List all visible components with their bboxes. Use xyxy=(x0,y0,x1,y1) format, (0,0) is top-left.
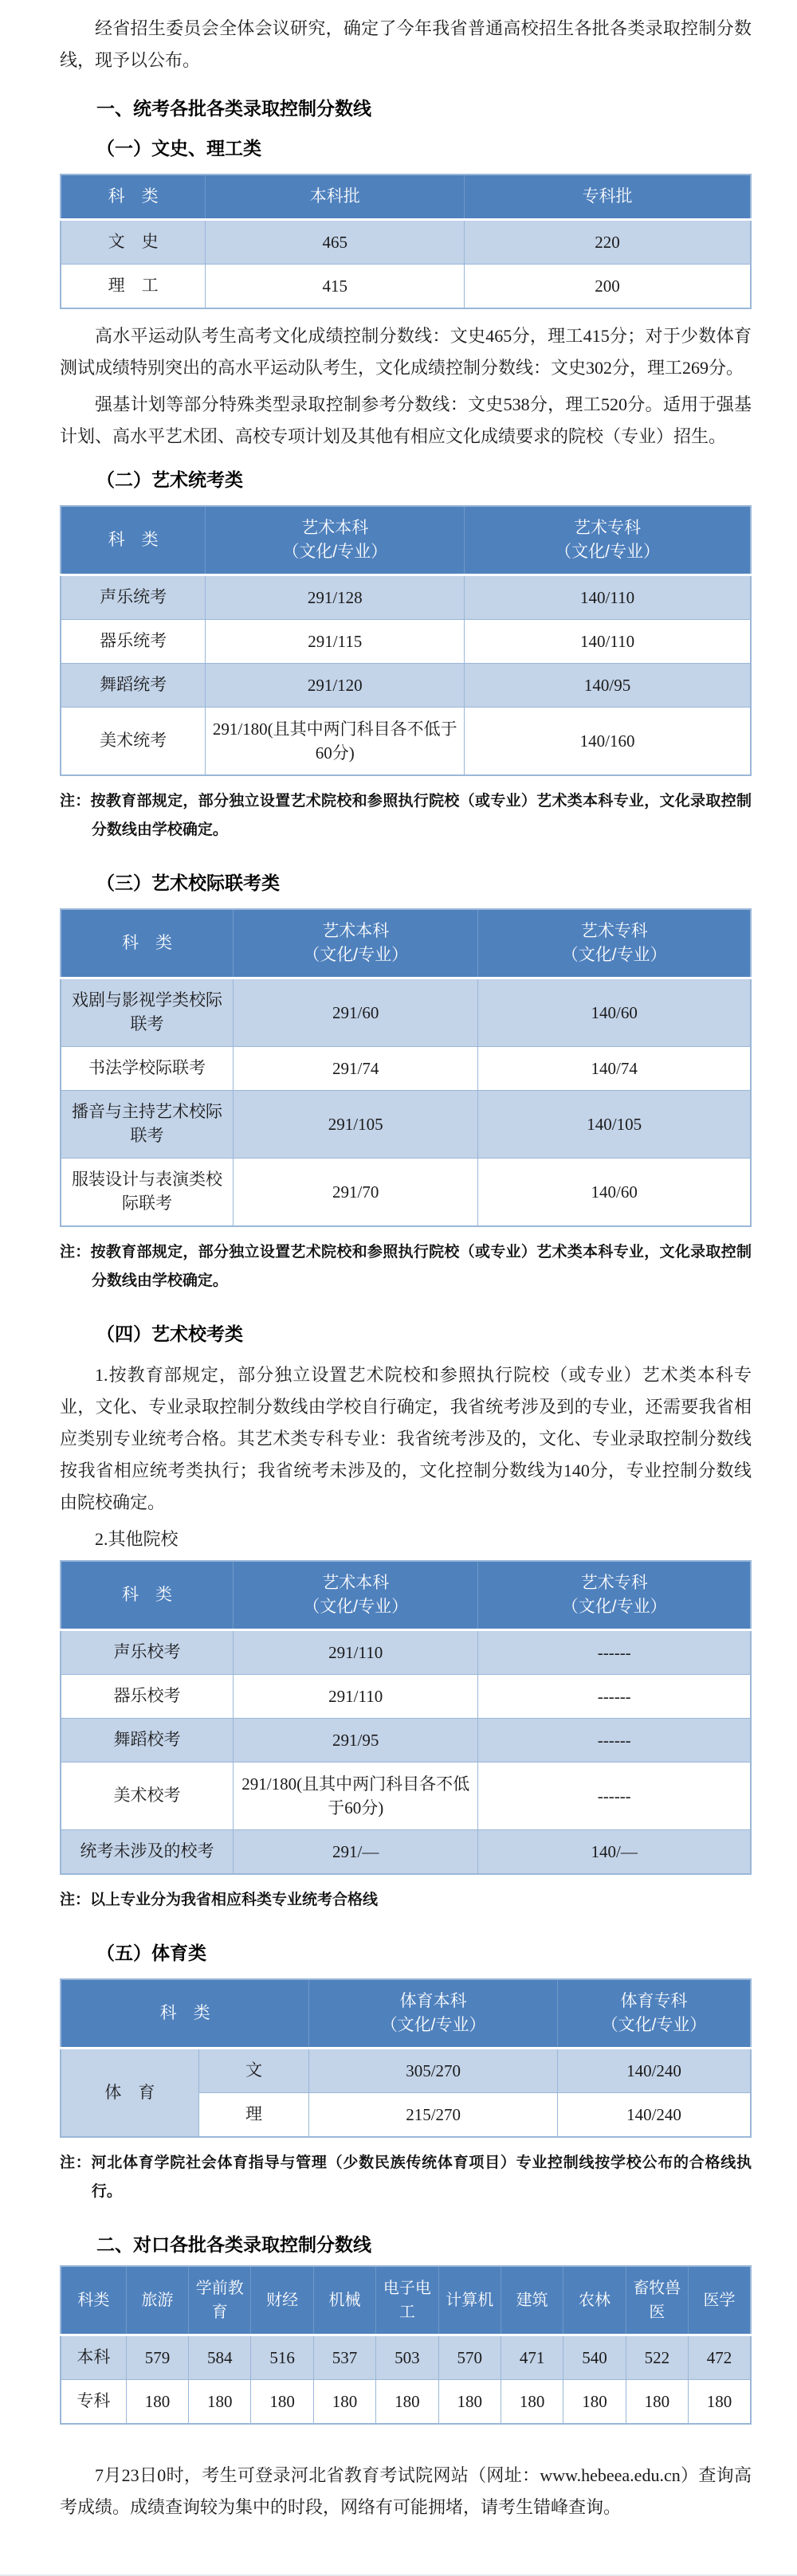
subsection-wenshi-ligong-title: （一）文史、理工类 xyxy=(96,138,261,159)
cell-benke: 291/128 xyxy=(206,575,465,620)
header-benke-line1: 艺术本科 xyxy=(322,1574,390,1592)
cell-category: 舞蹈校考 xyxy=(61,1719,234,1762)
cell-category: 服装设计与表演类校际联考 xyxy=(61,1159,234,1227)
header-benke-line1: 艺术本科 xyxy=(322,922,390,940)
header-yixue: 医学 xyxy=(689,2266,752,2335)
cell-category: 器乐统考 xyxy=(61,620,206,664)
table-row xyxy=(61,1719,751,1762)
cell-category: 文 史 xyxy=(61,220,206,265)
cell-category: 专科 xyxy=(61,2380,126,2425)
table-row xyxy=(61,1675,751,1719)
header-zhuanke-line1: 艺术专科 xyxy=(574,519,642,537)
intro-paragraph: 经省招生委员会全体会议研究，确定了今年我省普通高校招生各批各类录取控制分数线，现予以公布。 xyxy=(60,18,752,70)
gaoshuiping-paragraph: 高水平运动队考生高考文化成绩控制分数线：文史465分，理工415分；对于少数体育测试成绩特别突出的高水平运动队考生，文化成绩控制分数线：文史302分，理工269分。 xyxy=(60,326,752,378)
cell-score: 180 xyxy=(689,2380,752,2425)
header-jianzhu: 建筑 xyxy=(501,2266,563,2335)
header-zhuanke-line2: （文化/专业） xyxy=(601,2016,707,2034)
art-liankao-note: 注：按教育部规定，部分独立设置艺术院校和参照执行院校（或专业）艺术类本科专业，文化录取控制分数线由学校确定。 xyxy=(60,1244,752,1289)
header-category: 科类 xyxy=(61,2266,126,2335)
cell-score: 180 xyxy=(126,2380,188,2425)
cell-category: 声乐校考 xyxy=(61,1630,234,1675)
cell-benke: 291/70 xyxy=(234,1159,478,1227)
cell-zhuanke: 140/240 xyxy=(558,2049,752,2093)
cell-benke: 215/270 xyxy=(309,2093,558,2138)
header-benke-line2: （文化/专业） xyxy=(282,543,388,561)
table-row xyxy=(61,220,751,265)
table-row xyxy=(61,1630,751,1675)
closing-paragraph: 7月23日0时，考生可登录河北省教育考试院网站（网址：www.hebeea.edu.cn）查询高考成绩。成绩查询较为集中的时段，网络有可能拥堵，请考生错峰查询。 xyxy=(60,2465,752,2517)
section-unified-title: 一、统考各批各类录取控制分数线 xyxy=(96,98,371,119)
table-row xyxy=(61,664,751,708)
cell-zhuanke: ------ xyxy=(478,1675,751,1719)
header-zhuanke-line1: 艺术专科 xyxy=(580,1574,648,1592)
art-tongkao-note: 注：按教育部规定，部分独立设置艺术院校和参照执行院校（或专业）艺术类本科专业，文化录取控制分数线由学校确定。 xyxy=(60,793,752,838)
cell-score: 180 xyxy=(438,2380,501,2425)
cell-score: 180 xyxy=(189,2380,251,2425)
cell-category: 统考未涉及的校考 xyxy=(61,1830,234,1875)
cell-category: 美术校考 xyxy=(61,1762,234,1830)
cell-subcategory: 文 xyxy=(198,2049,309,2093)
cell-benke: 291/105 xyxy=(234,1091,478,1159)
cell-benke: 291/110 xyxy=(234,1675,478,1719)
sports-table xyxy=(60,1978,752,2138)
wenshi-ligong-table xyxy=(60,174,752,309)
cell-category: 器乐校考 xyxy=(61,1675,234,1719)
table-header-row xyxy=(61,1979,751,2049)
cell-benke: 291/120 xyxy=(206,664,465,708)
qiangji-paragraph: 强基计划等部分特殊类型录取控制参考分数线：文史538分，理工520分。适用于强基计划、高水平艺术团、高校专项计划及其他有相应文化成绩要求的院校（专业）招生。 xyxy=(60,394,752,446)
header-benke xyxy=(234,909,478,978)
cell-benke: 291/110 xyxy=(234,1630,478,1675)
header-zhuanke xyxy=(478,1561,751,1630)
art-tongkao-table xyxy=(60,505,752,776)
cell-zhuanke: 140/74 xyxy=(478,1047,751,1091)
table-header-row xyxy=(61,2266,751,2335)
cell-benke: 291/— xyxy=(234,1830,478,1875)
cell-score: 180 xyxy=(376,2380,438,2425)
table-header-row xyxy=(61,909,751,978)
header-nonglin: 农林 xyxy=(563,2266,626,2335)
cell-benke: 291/180(且其中两门科目各不低于60分) xyxy=(234,1762,478,1830)
header-benke xyxy=(206,506,465,575)
header-zhuanke xyxy=(465,506,751,575)
cell-zhuanke: 140/110 xyxy=(465,620,751,664)
header-benke-line2: （文化/专业） xyxy=(303,1598,409,1616)
cell-benke: 415 xyxy=(206,265,465,309)
header-benke: 本科批 xyxy=(206,174,465,220)
header-category: 科 类 xyxy=(61,1561,234,1630)
header-benke xyxy=(309,1979,558,2049)
header-luyou: 旅游 xyxy=(126,2266,188,2335)
table-row xyxy=(61,1091,751,1159)
cell-benke: 291/180(且其中两门科目各不低于60分) xyxy=(206,708,465,776)
cell-sports-group: 体 育 xyxy=(61,2049,198,2138)
table-row xyxy=(61,2335,751,2380)
cell-score: 516 xyxy=(251,2335,313,2380)
cell-subcategory: 理 xyxy=(198,2093,309,2138)
cell-zhuanke: 140/160 xyxy=(465,708,751,776)
cell-score: 522 xyxy=(626,2335,688,2380)
table-row xyxy=(61,1159,751,1227)
cell-zhuanke: 140/60 xyxy=(478,978,751,1047)
cell-score: 540 xyxy=(563,2335,626,2380)
table-header-row xyxy=(61,174,751,220)
header-benke-line2: （文化/专业） xyxy=(380,2016,486,2034)
cell-score: 180 xyxy=(626,2380,688,2425)
subsection-art-liankao-title: （三）艺术校际联考类 xyxy=(96,872,280,893)
header-dianzi: 电子电工 xyxy=(376,2266,438,2335)
table-header-row xyxy=(61,506,751,575)
cell-category: 舞蹈统考 xyxy=(61,664,206,708)
cell-score: 180 xyxy=(501,2380,563,2425)
section-duikou-title: 二、对口各批各类录取控制分数线 xyxy=(96,2234,371,2255)
table-row xyxy=(61,2380,751,2425)
header-xumu: 畜牧兽医 xyxy=(626,2266,688,2335)
art-liankao-table xyxy=(60,908,752,1227)
table-row xyxy=(61,1762,751,1830)
cell-zhuanke: 140/105 xyxy=(478,1091,751,1159)
header-category: 科 类 xyxy=(61,506,206,575)
cell-benke: 465 xyxy=(206,220,465,265)
cell-score: 180 xyxy=(251,2380,313,2425)
art-xiaokao-paragraph: 1.按教育部规定，部分独立设置艺术院校和参照执行院校（或专业）艺术类本科专业，文化、专业录取控制分数线由学校自行确定，我省统考涉及到的专业，还需要我省相应类别专业统考合格。其艺术类专科专业：我省统考涉及的，文化、专业录取控制分数线按我省相应统考类执行；我省统考未涉及的，文化控制分数线为140分，专业控制分数线由院校确定。 xyxy=(60,1365,752,1512)
cell-category: 理 工 xyxy=(61,265,206,309)
header-category: 科 类 xyxy=(61,174,206,220)
cell-category: 声乐统考 xyxy=(61,575,206,620)
header-zhuanke xyxy=(478,909,751,978)
cell-zhuanke: 140/110 xyxy=(465,575,751,620)
header-xueqian: 学前教育 xyxy=(189,2266,251,2335)
header-benke xyxy=(234,1561,478,1630)
cell-category: 美术统考 xyxy=(61,708,206,776)
cell-score: 503 xyxy=(376,2335,438,2380)
cell-category: 书法学校际联考 xyxy=(61,1047,234,1091)
header-zhuanke-line1: 艺术专科 xyxy=(580,922,648,940)
cell-zhuanke: 140/60 xyxy=(478,1159,751,1227)
table-row xyxy=(61,620,751,664)
cell-score: 472 xyxy=(689,2335,752,2380)
table-row xyxy=(61,265,751,309)
table-row xyxy=(61,575,751,620)
header-caijing: 财经 xyxy=(251,2266,313,2335)
header-benke-line1: 艺术本科 xyxy=(301,519,369,537)
cell-score: 180 xyxy=(313,2380,375,2425)
cell-zhuanke: 140/95 xyxy=(465,664,751,708)
header-jisuanji: 计算机 xyxy=(438,2266,501,2335)
other-colleges-note: 注：以上专业分为我省相应科类专业统考合格线 xyxy=(60,1892,379,1908)
cell-benke: 291/115 xyxy=(206,620,465,664)
cell-category: 本科 xyxy=(61,2335,126,2380)
header-category: 科 类 xyxy=(61,909,234,978)
cell-zhuanke: 140/— xyxy=(478,1830,751,1875)
cell-zhuanke: 200 xyxy=(465,265,751,309)
cell-zhuanke: 140/240 xyxy=(558,2093,752,2138)
header-jixie: 机械 xyxy=(313,2266,375,2335)
header-benke-line1: 体育本科 xyxy=(399,1992,467,2010)
subsection-sports-title: （五）体育类 xyxy=(96,1943,206,1963)
cell-benke: 291/60 xyxy=(234,978,478,1047)
cell-score: 584 xyxy=(189,2335,251,2380)
other-colleges-table xyxy=(60,1560,752,1875)
cell-score: 579 xyxy=(126,2335,188,2380)
table-header-row xyxy=(61,1561,751,1630)
header-zhuanke-line1: 体育专科 xyxy=(620,1992,688,2010)
cell-zhuanke: ------ xyxy=(478,1762,751,1830)
cell-score: 537 xyxy=(313,2335,375,2380)
header-zhuanke-line2: （文化/专业） xyxy=(561,946,667,964)
header-category: 科 类 xyxy=(61,1979,309,2049)
cell-score: 471 xyxy=(501,2335,563,2380)
header-zhuanke xyxy=(558,1979,752,2049)
cell-category: 戏剧与影视学类校际联考 xyxy=(61,978,234,1047)
table-row xyxy=(61,708,751,776)
header-zhuanke-line2: （文化/专业） xyxy=(555,543,660,561)
table-row xyxy=(61,978,751,1047)
subsection-art-tongkao-title: （二）艺术统考类 xyxy=(96,469,243,490)
header-zhuanke: 专科批 xyxy=(465,174,751,220)
table-row xyxy=(61,1830,751,1875)
cell-benke: 291/95 xyxy=(234,1719,478,1762)
cell-zhuanke: ------ xyxy=(478,1719,751,1762)
subsection-art-xiaokao-title: （四）艺术校考类 xyxy=(96,1323,243,1344)
table-row xyxy=(61,1047,751,1091)
cell-zhuanke: ------ xyxy=(478,1630,751,1675)
sports-note: 注：河北体育学院社会体育指导与管理（少数民族传统体育项目）专业控制线按学校公布的合格线执行。 xyxy=(60,2155,752,2200)
cell-benke: 305/270 xyxy=(309,2049,558,2093)
duikou-table xyxy=(60,2265,752,2425)
cell-score: 570 xyxy=(438,2335,501,2380)
cell-category: 播音与主持艺术校际联考 xyxy=(61,1091,234,1159)
cell-score: 180 xyxy=(563,2380,626,2425)
cell-zhuanke: 220 xyxy=(465,220,751,265)
other-colleges-label: 2.其他院校 xyxy=(95,1529,179,1549)
header-zhuanke-line2: （文化/专业） xyxy=(561,1598,667,1616)
header-benke-line2: （文化/专业） xyxy=(303,946,409,964)
table-row xyxy=(61,2049,751,2093)
cell-benke: 291/74 xyxy=(234,1047,478,1091)
